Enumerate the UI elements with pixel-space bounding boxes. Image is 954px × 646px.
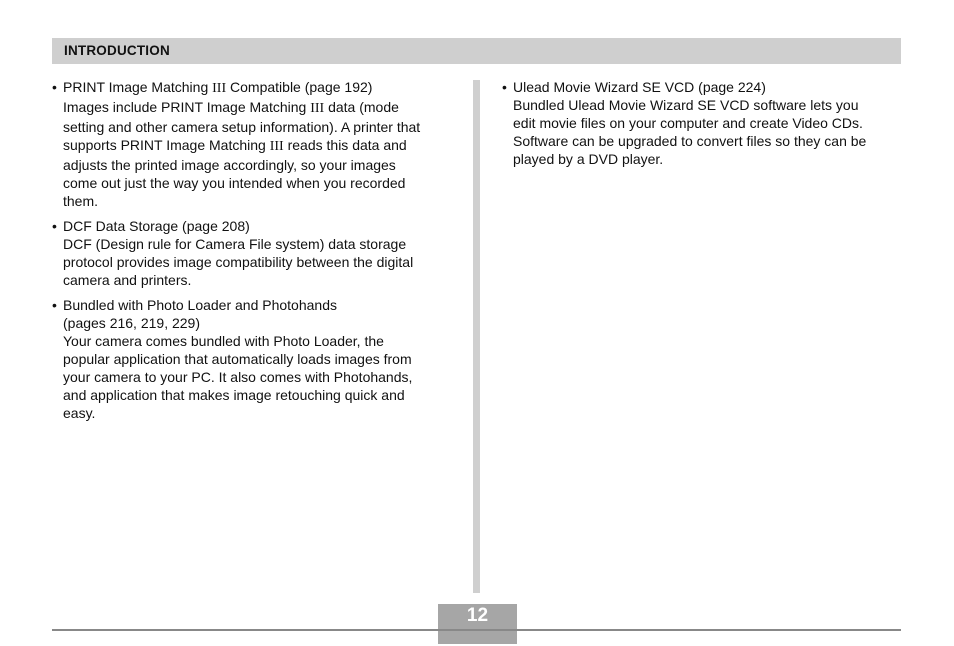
item-text-line: Software can be upgraded to convert files so they can be — [513, 133, 867, 149]
item-text-line: edit movie files on your computer and create Video CDs. — [513, 115, 863, 131]
item-text-line: Bundled Ulead Movie Wizard SE VCD software lets you — [513, 97, 859, 113]
item-heading: PRINT Image Matching III Compatible (page 192) — [63, 79, 373, 96]
list-item-dcf-data-storage — [52, 217, 464, 289]
list-item-ulead-movie-wizard — [502, 78, 902, 168]
item-heading: Ulead Movie Wizard SE VCD (page 224) — [513, 79, 766, 95]
item-heading: Bundled with Photo Loader and Photohands — [63, 297, 337, 313]
item-text-line: easy. — [63, 405, 96, 421]
bullet-icon: • — [502, 79, 507, 95]
item-text-line: come out just the way you intended when you recorded — [63, 175, 406, 191]
column-divider — [473, 80, 480, 593]
item-text-line: adjusts the printed image accordingly, so your images — [63, 157, 396, 173]
right-column — [502, 78, 902, 175]
page-number-tab — [438, 604, 517, 629]
item-heading-pages: (pages 216, 219, 229) — [63, 315, 200, 331]
item-text-line: Images include PRINT Image Matching III data (mode — [63, 99, 399, 116]
left-column — [52, 78, 464, 429]
list-item-photo-loader-photohands — [52, 296, 464, 422]
bullet-icon: • — [52, 297, 57, 313]
list-item-print-image-matching — [52, 78, 464, 210]
bullet-icon: • — [52, 218, 57, 234]
item-heading: DCF Data Storage (page 208) — [63, 218, 250, 234]
item-text-line: played by a DVD player. — [513, 151, 664, 167]
item-text-line: camera and printers. — [63, 272, 192, 288]
item-text-line: them. — [63, 193, 99, 209]
item-text-line: DCF (Design rule for Camera File system) data storage — [63, 236, 407, 252]
page-number-tab-lower — [438, 631, 517, 644]
item-text-line: and application that makes image retouching quick and — [63, 387, 405, 403]
page-number: 12 — [466, 605, 489, 626]
section-title: INTRODUCTION — [64, 43, 170, 58]
section-header-bar — [52, 38, 901, 64]
item-text-line: popular application that automatically loads images from — [63, 351, 412, 367]
bullet-icon: • — [52, 79, 57, 95]
item-text-line: setting and other camera setup information). A printer that — [63, 119, 421, 135]
item-text-line: protocol provides image compatibility between the digital — [63, 254, 414, 270]
item-text-line: supports PRINT Image Matching III reads this data and — [63, 137, 407, 154]
item-text-line: Your camera comes bundled with Photo Loader, the — [63, 333, 384, 349]
item-text-line: your camera to your PC. It also comes with Photohands, — [63, 369, 413, 385]
